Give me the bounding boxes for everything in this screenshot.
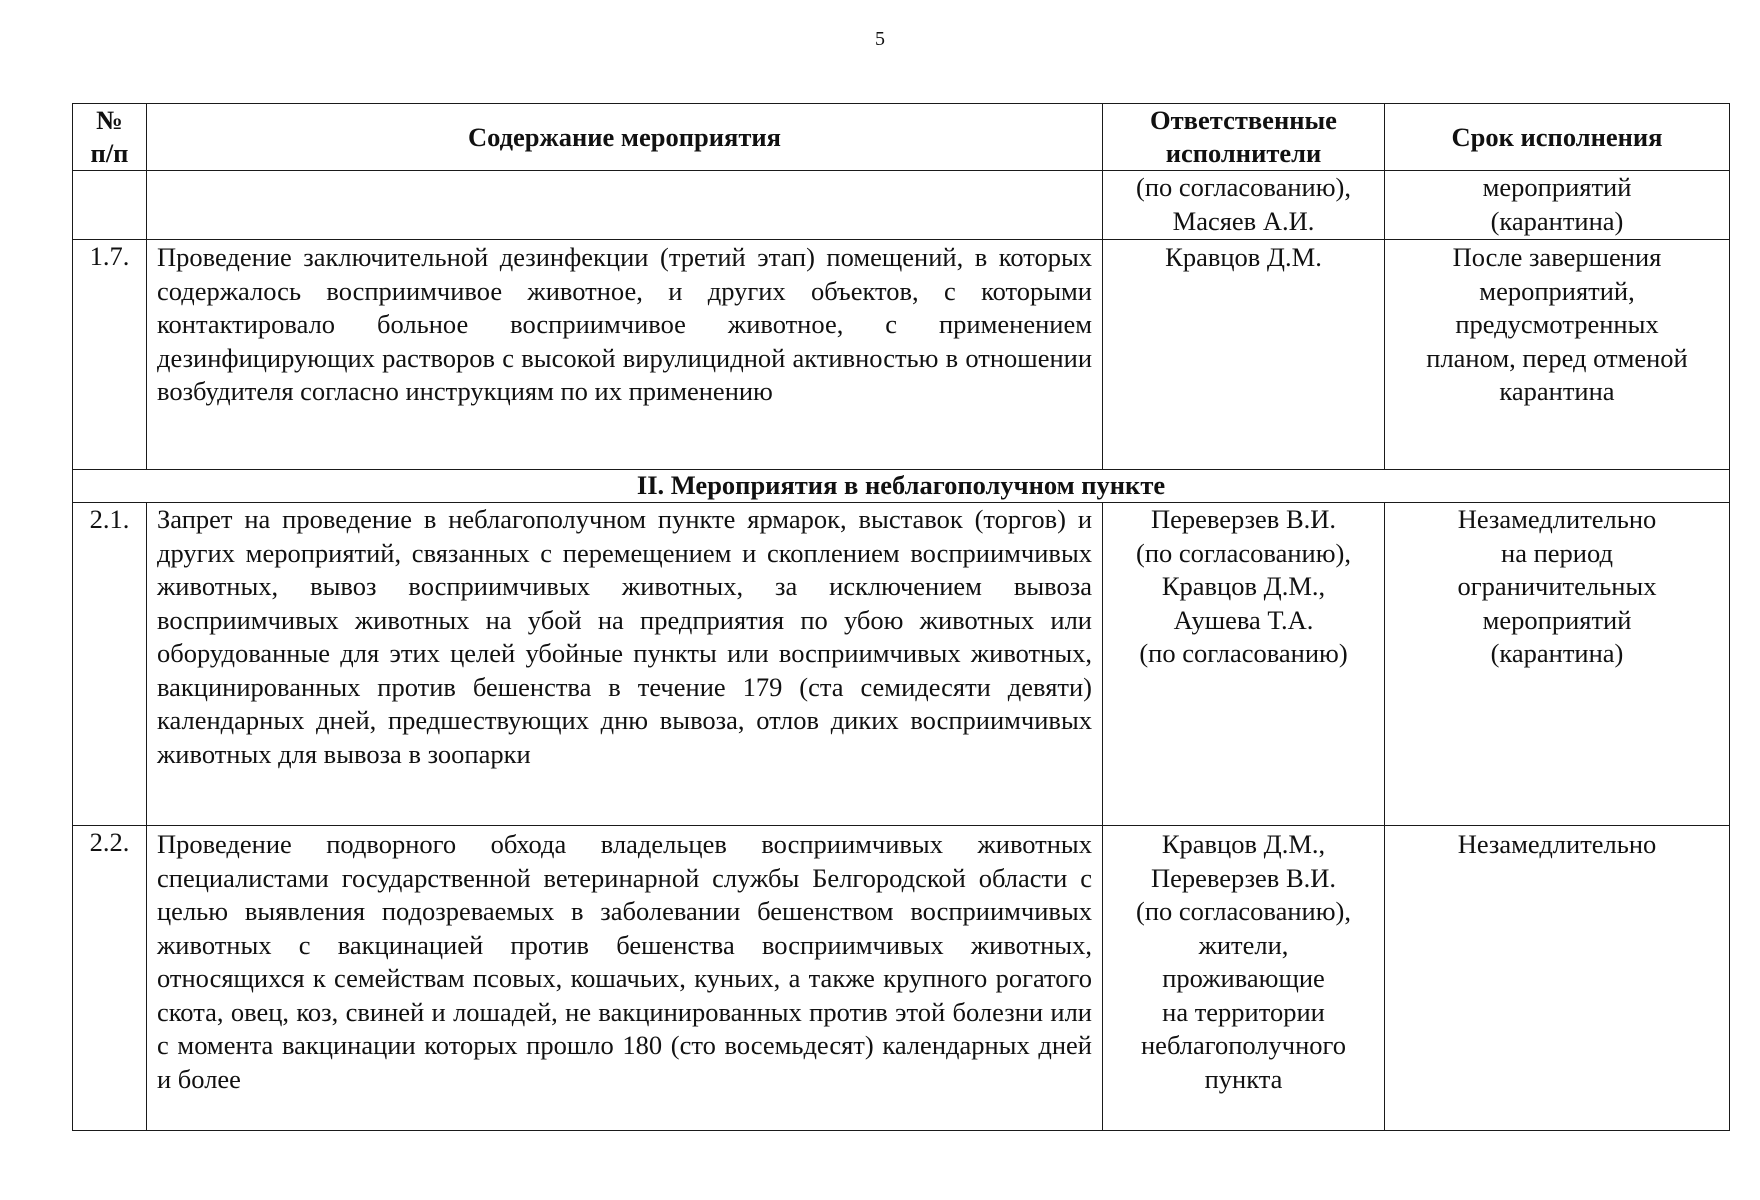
table-row-continuation <box>73 171 1730 240</box>
cell-content <box>147 171 1103 240</box>
cell-number: 2.2. <box>73 826 147 1131</box>
table-row-2-2 <box>73 826 1730 1131</box>
header-number: № п/п <box>73 104 147 171</box>
cell-responsible: (по согласованию), Масяев А.И. <box>1103 171 1385 240</box>
table-header-row <box>73 104 1730 171</box>
cell-content: Проведение заключительной дезинфекции (третий этап) помещений, в которых содержалось восприимчивое животное, и других объектов, с которыми контактировало больное восприимчивое животное, с применением дезинфицирующих растворов с высокой вирулицидной активностью в отношении возбудителя согласно инструкциям по их применению <box>147 240 1103 470</box>
cell-term: Незамедлительно на период ограничительных мероприятий (карантина) <box>1385 503 1730 826</box>
table-row-2-1 <box>73 503 1730 826</box>
cell-term: мероприятий (карантина) <box>1385 171 1730 240</box>
cell-responsible: Кравцов Д.М. <box>1103 240 1385 470</box>
cell-content: Проведение подворного обхода владельцев восприимчивых животных специалистами государственной ветеринарной службы Белгородской области с целью выявления подозреваемых в заболевании бешенством восприимчивых животных с вакцинацией против бешенства восприимчивых животных, относящихся к семействам псовых, кошачьих, куньих, а также крупного рогатого скота, овец, коз, свиней и лошадей, не вакцинированных против этой болезни или с момента вакцинации которых прошло 180 (сто восемьдесят) календарных дней и более <box>147 826 1103 1131</box>
cell-number <box>73 171 147 240</box>
cell-term: После завершения мероприятий, предусмотренных планом, перед отменой карантина <box>1385 240 1730 470</box>
section-heading-row <box>73 470 1730 503</box>
cell-responsible: Переверзев В.И. (по согласованию), Кравцов Д.М., Аушева Т.А. (по согласованию) <box>1103 503 1385 826</box>
cell-number: 2.1. <box>73 503 147 826</box>
cell-responsible: Кравцов Д.М., Переверзев В.И. (по согласованию), жители, проживающие на территории неблагополучного пункта <box>1103 826 1385 1131</box>
cell-term: Незамедлительно <box>1385 826 1730 1131</box>
action-plan-table <box>72 103 1730 1131</box>
table-row-1-7 <box>73 240 1730 470</box>
header-term: Срок исполнения <box>1385 104 1730 171</box>
header-content: Содержание мероприятия <box>147 104 1103 171</box>
cell-number: 1.7. <box>73 240 147 470</box>
cell-content: Запрет на проведение в неблагополучном пункте ярмарок, выставок (торгов) и других мероприятий, связанных с перемещением и скоплением восприимчивых животных, вывоз восприимчивых животных, за исключением вывоза восприимчивых животных на убой на предприятия по убою животных или оборудованные для этих целей убойные пункты или восприимчивых животных, вакцинированных против бешенства в течение 179 (ста семидесяти девяти) календарных дней, предшествующих дню вывоза, отлов диких восприимчивых животных для вывоза в зоопарки <box>147 503 1103 826</box>
page-number: 5 <box>875 28 885 50</box>
section-title: II. Мероприятия в неблагополучном пункте <box>73 470 1730 503</box>
header-responsible: Ответственные исполнители <box>1103 104 1385 171</box>
